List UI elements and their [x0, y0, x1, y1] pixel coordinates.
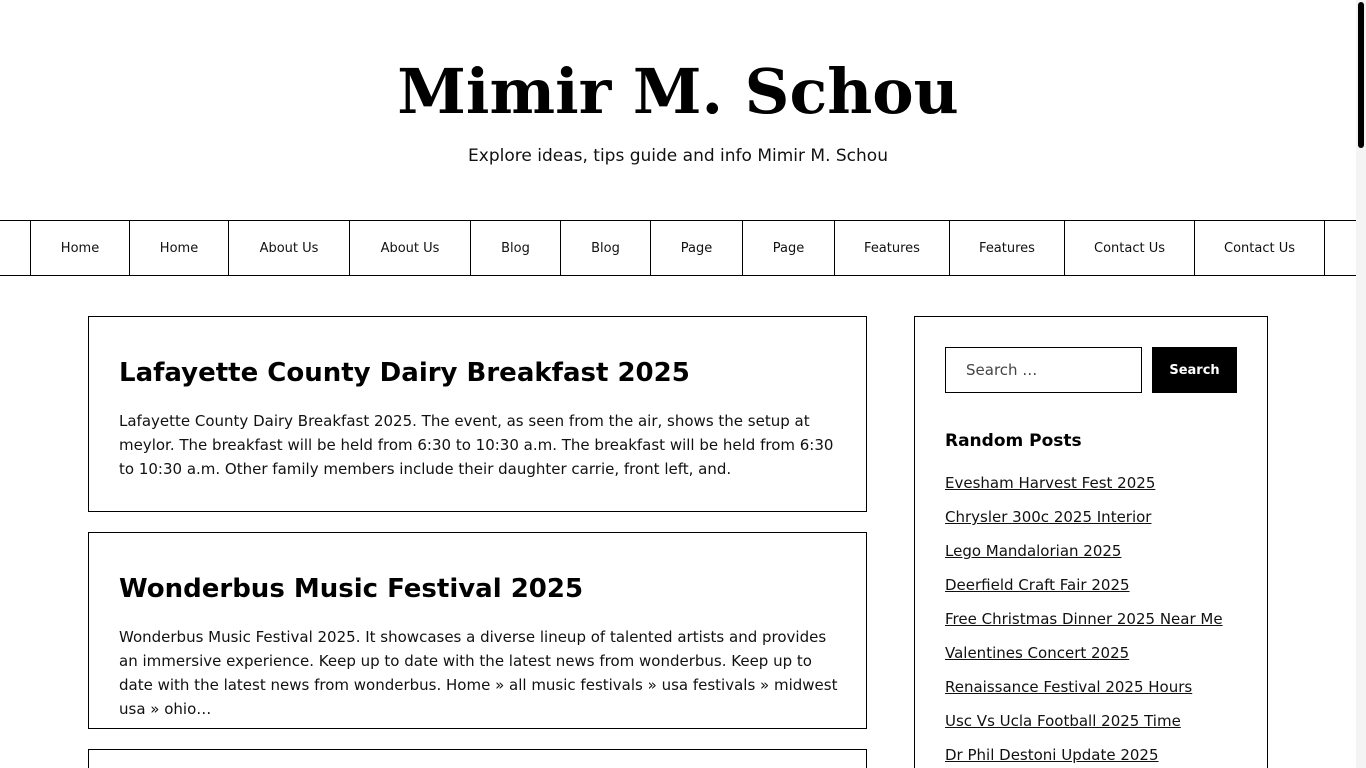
random-post-link[interactable]: Usc Vs Ucla Football 2025 Time — [945, 712, 1181, 730]
random-post-link[interactable]: Lego Mandalorian 2025 — [945, 542, 1122, 560]
random-posts-list — [945, 471, 1255, 768]
main-navigation — [0, 220, 1356, 276]
random-post-link[interactable]: Deerfield Craft Fair 2025 — [945, 576, 1130, 594]
post-card — [88, 316, 867, 512]
nav-item-blog[interactable]: Blog — [471, 221, 561, 275]
sidebar — [914, 316, 1268, 768]
nav-menu — [30, 221, 1325, 275]
random-posts-title: Random Posts — [945, 431, 1082, 451]
random-post-link[interactable]: Renaissance Festival 2025 Hours — [945, 678, 1193, 696]
nav-item-about-us[interactable]: About Us — [350, 221, 471, 275]
random-post-link[interactable]: Evesham Harvest Fest 2025 — [945, 474, 1156, 492]
random-post-link[interactable]: Dr Phil Destoni Update 2025 — [945, 746, 1159, 764]
random-post-link[interactable]: Free Christmas Dinner 2025 Near Me — [945, 610, 1223, 628]
scrollbar-thumb[interactable] — [1358, 2, 1364, 148]
site-tagline: Explore ideas, tips guide and info Mimir M. Schou — [468, 146, 888, 166]
nav-item-home[interactable]: Home — [130, 221, 229, 275]
random-post-link[interactable]: Valentines Concert 2025 — [945, 644, 1130, 662]
nav-item-page[interactable]: Page — [651, 221, 743, 275]
post-title[interactable]: Lafayette County Dairy Breakfast 2025 — [119, 358, 690, 388]
list-item — [945, 505, 1255, 539]
list-item — [945, 743, 1255, 768]
nav-item-about-us[interactable]: About Us — [229, 221, 350, 275]
list-item — [945, 709, 1255, 743]
list-item — [945, 471, 1255, 505]
list-item — [945, 675, 1255, 709]
site-title[interactable]: Mimir M. Schou — [397, 55, 959, 128]
scrollbar[interactable] — [1356, 0, 1366, 768]
post-excerpt: Wonderbus Music Festival 2025. It showcases a diverse lineup of talented artists and provides an immersive experience. Keep up to date with the latest news from wonderbus. Keep up to date with the latest news from wonderbus. Home » all music festivals » usa festivals » midwest usa » ohio… — [119, 628, 838, 718]
nav-item-features[interactable]: Features — [835, 221, 950, 275]
search-input[interactable] — [945, 347, 1142, 393]
post-excerpt: Lafayette County Dairy Breakfast 2025. The event, as seen from the air, shows the setup at meylor. The breakfast will be held from 6:30 to 10:30 a.m. The breakfast will be held from 6:30 to 10:30 a.m. Other family members include their daughter carrie, front left, and. — [119, 412, 834, 478]
nav-item-features[interactable]: Features — [950, 221, 1065, 275]
nav-item-page[interactable]: Page — [743, 221, 835, 275]
post-card — [88, 749, 867, 768]
list-item — [945, 641, 1255, 675]
post-title[interactable]: Wonderbus Music Festival 2025 — [119, 574, 584, 604]
list-item — [945, 573, 1255, 607]
random-post-link[interactable]: Chrysler 300c 2025 Interior — [945, 508, 1152, 526]
list-item — [945, 539, 1255, 573]
nav-item-contact-us[interactable]: Contact Us — [1195, 221, 1325, 275]
nav-item-blog[interactable]: Blog — [561, 221, 651, 275]
post-card — [88, 532, 867, 729]
search-button[interactable]: Search — [1152, 347, 1237, 393]
nav-item-home[interactable]: Home — [31, 221, 130, 275]
site-header — [0, 0, 1356, 220]
list-item — [945, 607, 1255, 641]
nav-item-contact-us[interactable]: Contact Us — [1065, 221, 1195, 275]
